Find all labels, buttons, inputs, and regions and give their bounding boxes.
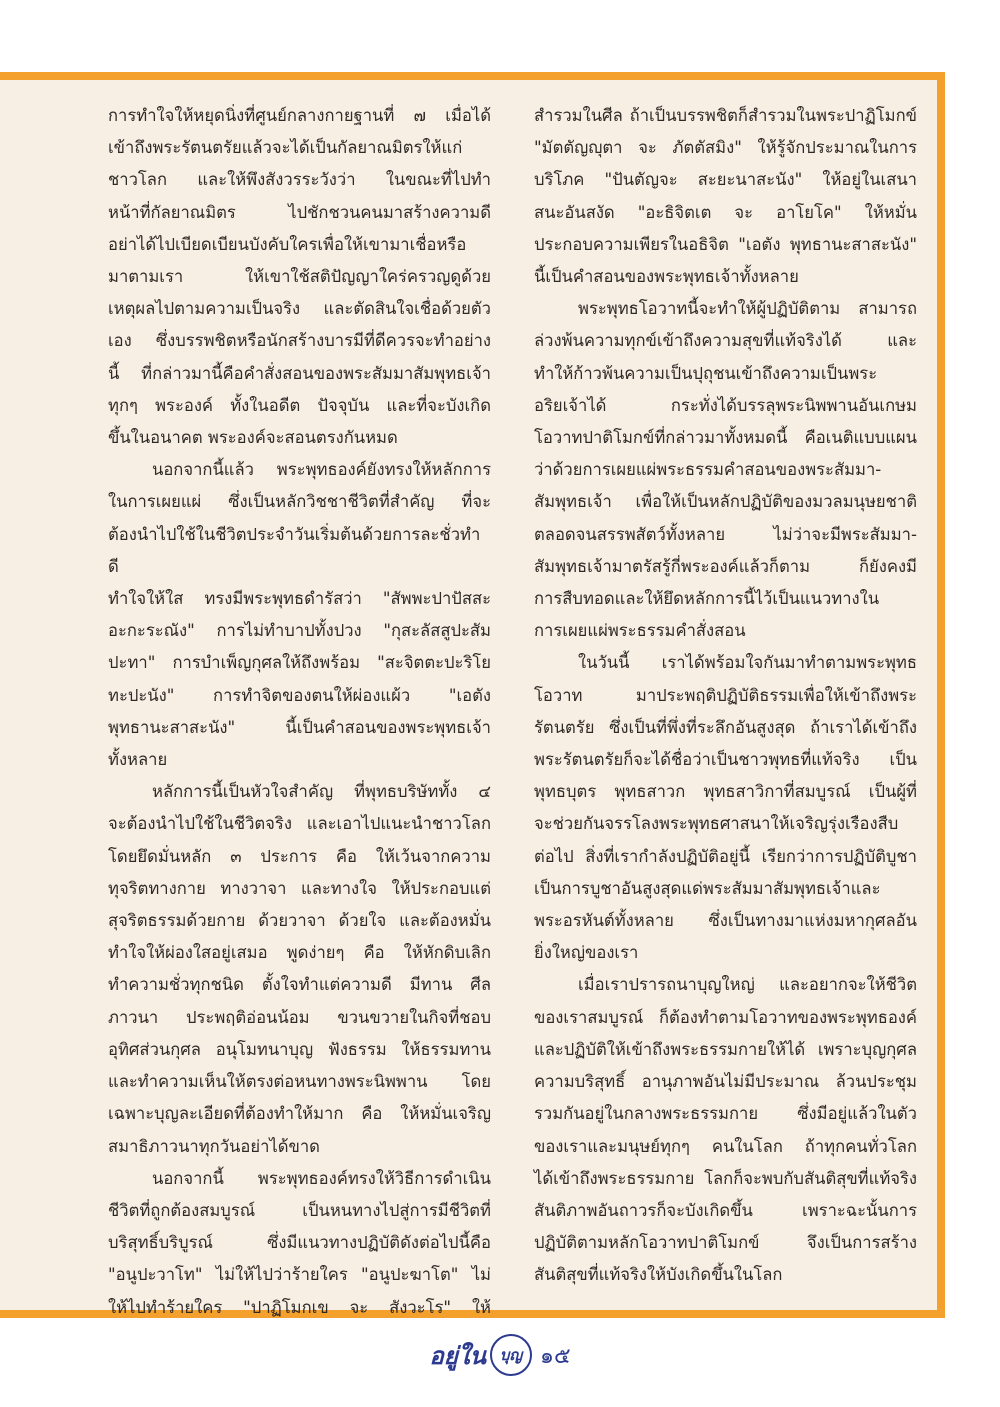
right-column <box>534 100 917 1292</box>
paragraph-3 <box>108 776 491 1162</box>
text-line: โดยยึดมั่นหลัก ๓ ประการ คือ ให้เว้นจากความ <box>108 846 491 866</box>
text-line: โอวาท มาประพฤติปฏิบัติธรรมเพื่อให้เข้าถึงพระ <box>534 685 917 705</box>
magazine-logo-text: อยู่ใน <box>429 1340 486 1370</box>
text-line: ต้องนำไปใช้ในชีวิตประจำวันเริ่มต้นด้วยการละชั่วทำดี <box>108 524 481 576</box>
text-line: ทำใจให้ผ่องใสอยู่เสมอ พูดง่ายๆ คือ ให้หักดิบเลิก <box>108 943 491 963</box>
text-line: ในวันนี้ เราได้พร้อมใจกันมาทำตามพระพุทธ <box>578 653 917 673</box>
text-line: "อนูปะวาโท" ไม่ให้ไปว่าร้ายใคร "อนูปะฆาโต" ไม่ <box>108 1265 491 1285</box>
text-line: ต่อไป สิ่งที่เรากำลังปฏิบัติอยู่นี้ เรียกว่าการปฏิบัติบูชา <box>534 846 917 866</box>
text-line: ชาวโลก และให้พึงสังวรระวังว่า ในขณะที่ไปทำ <box>108 170 491 190</box>
text-line: จะช่วยกันจรรโลงพระพุทธศาสนาให้เจริญรุ่งเรืองสืบ <box>534 814 899 834</box>
text-line: เมื่อเราปรารถนาบุญใหญ่ และอยากจะให้ชีวิต <box>578 975 917 995</box>
text-line: ให้ไปทำร้ายใคร "ปาฏิโมกเข จะ สังวะโร" ให้ <box>108 1297 491 1317</box>
text-line: รวมกันอยู่ในกลางพระธรรมกาย ซึ่งมีอยู่แล้วในตัว <box>534 1104 917 1124</box>
text-line: เอง ซึ่งบรรพชิตหรือนักสร้างบารมีที่ดีควรจะทำอย่าง <box>108 331 491 351</box>
text-line: และทำความเห็นให้ตรงต่อหนทางพระนิพพาน โดย <box>108 1072 491 1092</box>
text-line: ชีวิตที่ถูกต้องสมบูรณ์ เป็นหนทางไปสู่การมีชีวิตที่ <box>108 1200 491 1220</box>
text-line: ทำความชั่วทุกชนิด ตั้งใจทำแต่ความดี มีทาน ศีล <box>108 975 491 995</box>
text-line: หน้าที่กัลยาณมิตร ไปชักชวนคนมาสร้างความดี <box>108 202 491 222</box>
text-line: หลักการนี้เป็นหัวใจสำคัญ ที่พุทธบริษัททั้ง ๔ <box>152 782 491 802</box>
left-column <box>108 100 491 1324</box>
text-line: ความบริสุทธิ์ อานุภาพอันไม่มีประมาณ ล้วนประชุม <box>534 1072 917 1092</box>
paragraph-6 <box>534 293 917 647</box>
text-line: ปฏิบัติตามหลักโอวาทปาติโมกข์ จึงเป็นการสร้าง <box>534 1233 917 1253</box>
text-line: "มัตตัญญุตา จะ ภัตตัสมิง" ให้รู้จักประมาณในการ <box>534 138 917 158</box>
text-line: ยิ่งใหญ่ของเรา <box>534 943 639 963</box>
paragraph-4 <box>108 1163 491 1324</box>
paragraph-1 <box>108 100 491 454</box>
text-line: ของเราสมบูรณ์ ก็ต้องทำตามโอวาทของพระพุทธองค์ <box>534 1007 917 1027</box>
paragraph-2 <box>108 454 491 776</box>
text-line: อย่าได้ไปเบียดเบียนบังคับใครเพื่อให้เขามาเชื่อหรือ <box>108 234 467 254</box>
text-line: สนะอันสงัด "อะธิจิตเต จะ อาโยโค" ให้หมั่น <box>534 202 917 222</box>
text-line: สัมพุทธเจ้ามาตรัสรู้กี่พระองค์แล้วก็ตาม ก็ยังคงมี <box>534 556 917 576</box>
text-line: พุทธบุตร พุทธสาวก พุทธสาวิกาที่สมบูรณ์ เป็นผู้ที่ <box>534 782 917 802</box>
text-line: เหตุผลไปตามความเป็นจริง และตัดสินใจเชื่อด้วยตัว <box>108 299 491 319</box>
text-line: เป็นการบูชาอันสูงสุดแด่พระสัมมาสัมพุทธเจ้าและ <box>534 878 881 898</box>
text-line: ทำใจให้ใส ทรงมีพระพุทธดำรัสว่า "สัพพะปาปัสสะ <box>108 589 491 609</box>
text-line: อะกะระณัง" การไม่ทำบาปทั้งปวง "กุสะลัสสูปะสัม <box>108 621 491 641</box>
text-line: สัมพุทธเจ้า เพื่อให้เป็นหลักปฏิบัติของมวลมนุษยชาติ <box>534 492 917 512</box>
text-line: ขึ้นในอนาคต พระองค์จะสอนตรงกันหมด <box>108 428 398 448</box>
text-line: สันติภาพอันถาวรก็จะบังเกิดขึ้น เพราะฉะนั้นการ <box>534 1200 917 1220</box>
text-line: โอวาทปาติโมกข์ที่กล่าวมาทั้งหมดนี้ คือเนติแบบแผน <box>534 428 917 448</box>
text-line: พระรัตนตรัยก็จะได้ชื่อว่าเป็นชาวพุทธที่แท้จริง เป็น <box>534 750 917 770</box>
text-line: สำรวมในศีล ถ้าเป็นบรรพชิตก็สำรวมในพระปาฏิโมกข์ <box>534 106 917 125</box>
text-line: ว่าด้วยการเผยแผ่พระธรรมคำสอนของพระสัมมา- <box>534 460 882 480</box>
text-line: การทำใจให้หยุดนิ่งที่ศูนย์กลางกายฐานที่ ๗ เมื่อได้ <box>108 106 491 125</box>
text-line: นี้เป็นคำสอนของพระพุทธเจ้าทั้งหลาย <box>534 267 799 287</box>
text-line: พระอรหันต์ทั้งหลาย ซึ่งเป็นทางมาแห่งมหากุศลอัน <box>534 911 917 931</box>
text-line: พุทธานะสาสะนัง" นี้เป็นคำสอนของพระพุทธเจ้า <box>108 717 491 737</box>
text-line: อุทิศส่วนกุศล อนุโมทนาบุญ ฟังธรรม ให้ธรรมทาน <box>108 1039 491 1059</box>
paragraph-7 <box>534 647 917 969</box>
text-line: ประกอบความเพียรในอธิจิต "เอตัง พุทธานะสาสะนัง" <box>534 234 917 254</box>
text-line: ทำให้ก้าวพ้นความเป็นปุถุชนเข้าถึงความเป็นพระ <box>534 363 878 383</box>
text-line: ล่วงพ้นความทุกข์เข้าถึงความสุขที่แท้จริงได้ และ <box>534 331 917 351</box>
text-line: ภาวนา ประพฤติอ่อนน้อม ขวนขวายในกิจที่ชอบ <box>108 1007 491 1027</box>
text-line: พระพุทธโอวาทนี้จะทำให้ผู้ปฏิบัติตาม สามารถ <box>578 299 917 319</box>
text-line: อริยเจ้าได้ กระทั่งได้บรรลุพระนิพพานอันเกษม <box>534 395 917 415</box>
text-line: และปฏิบัติให้เข้าถึงพระธรรมกายให้ได้ เพราะบุญกุศล <box>534 1039 917 1059</box>
text-line: มาตามเรา ให้เขาใช้สติปัญญาใคร่ครวญดูด้วย <box>108 267 491 287</box>
text-line: นี้ ที่กล่าวมานี้คือคำสั่งสอนของพระสัมมาสัมพุทธเจ้า <box>108 363 491 383</box>
text-line: สันติสุขที่แท้จริงให้บังเกิดขึ้นในโลก <box>534 1265 783 1285</box>
text-line: ทุกๆ พระองค์ ทั้งในอดีต ปัจจุบัน และที่จะบังเกิด <box>108 395 491 415</box>
magazine-logo-circle: บุญ <box>490 1334 532 1376</box>
page-number: ๑๕ <box>539 1343 571 1369</box>
paragraph-5 <box>534 100 917 293</box>
text-line: ตลอดจนสรรพสัตว์ทั้งหลาย ไม่ว่าจะมีพระสัมมา- <box>534 524 917 544</box>
text-line: ปะทา" การบำเพ็ญกุศลให้ถึงพร้อม "สะจิตตะปะริโย <box>108 653 491 673</box>
text-line: สุจริตธรรมด้วยกาย ด้วยวาจา ด้วยใจ และต้องหมั่น <box>108 911 491 931</box>
text-line: บริสุทธิ์บริบูรณ์ ซึ่งมีแนวทางปฏิบัติดังต่อไปนี้คือ <box>108 1233 491 1253</box>
text-line: การเผยแผ่พระธรรมคำสั่งสอน <box>534 621 746 641</box>
page-footer <box>0 1330 1000 1380</box>
text-line: เข้าถึงพระรัตนตรัยแล้วจะได้เป็นกัลยาณมิตรให้แก่ <box>108 138 463 158</box>
text-line: นอกจากนี้แล้ว พระพุทธองค์ยังทรงให้หลักการ <box>152 460 491 480</box>
text-line: ในการเผยแผ่ ซึ่งเป็นหลักวิชชาชีวิตที่สำคัญ ที่จะ <box>108 492 491 512</box>
text-line: ทะปะนัง" การทำจิตของตนให้ผ่องแผ้ว "เอตัง <box>108 685 491 705</box>
text-line: เฉพาะบุญละเอียดที่ต้องทำให้มาก คือ ให้หมั่นเจริญ <box>108 1104 491 1124</box>
text-line: ของเราและมนุษย์ทุกๆ คนในโลก ถ้าทุกคนทั่วโลก <box>534 1136 917 1156</box>
text-line: ทุจริตทางกาย ทางวาจา และทางใจ ให้ประกอบแต่ <box>108 878 491 898</box>
paragraph-8 <box>534 969 917 1291</box>
text-line: ได้เข้าถึงพระธรรมกาย โลกก็จะพบกับสันติสุขที่แท้จริง <box>534 1168 917 1188</box>
text-line: บริโภค "ปันตัญจะ สะยะนาสะนัง" ให้อยู่ในเสนา <box>534 170 917 190</box>
text-line: รัตนตรัย ซึ่งเป็นที่พึ่งที่ระลึกอันสูงสุด ถ้าเราได้เข้าถึง <box>534 717 917 737</box>
text-line: ทั้งหลาย <box>108 750 168 770</box>
text-line: สมาธิภาวนาทุกวันอย่าได้ขาด <box>108 1136 320 1156</box>
text-line: การสืบทอดและให้ยึดหลักการนี้ไว้เป็นแนวทางใน <box>534 589 880 609</box>
text-line: จะต้องนำไปใช้ในชีวิตจริง และเอาไปแนะนำชาวโลก <box>108 814 491 834</box>
text-line: นอกจากนี้ พระพุทธองค์ทรงให้วิธีการดำเนิน <box>152 1168 491 1188</box>
